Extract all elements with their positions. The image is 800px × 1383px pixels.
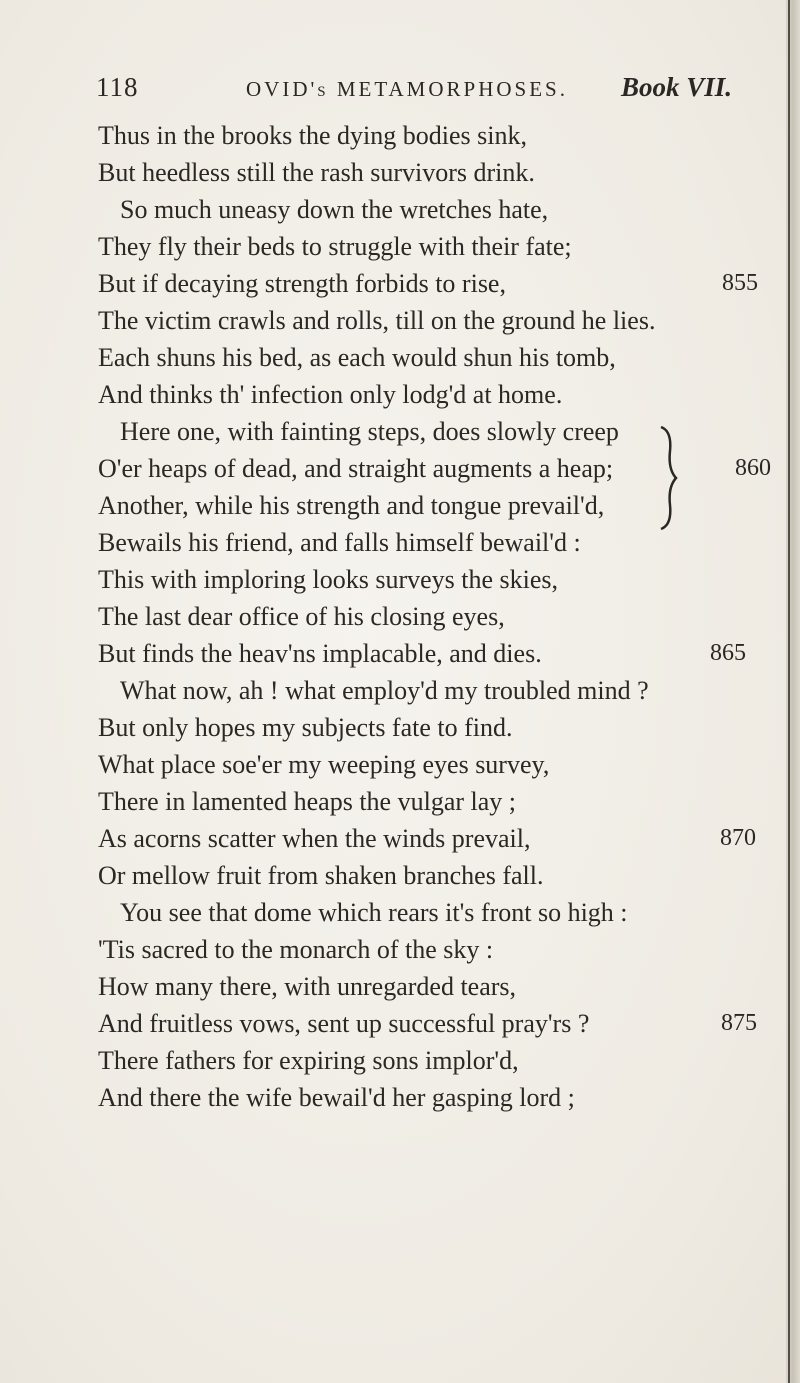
- verse-line-text: This with imploring looks surveys the skies,: [98, 565, 559, 594]
- line-number: 870: [720, 825, 756, 851]
- verse-line-text: How many there, with unregarded tears,: [98, 972, 517, 1001]
- verse-line: [98, 228, 778, 265]
- verse-line-text: They fly their beds to struggle with their fate;: [98, 232, 572, 261]
- verse-line: [98, 1042, 778, 1079]
- verse-line-text: O'er heaps of dead, and straight augments a heap;: [98, 454, 614, 483]
- line-number: 855: [722, 270, 758, 296]
- verse-line: [98, 265, 778, 302]
- verse-line-text: But only hopes my subjects fate to find.: [98, 713, 513, 742]
- verse-line-text: Here one, with fainting steps, does slowly creep: [120, 417, 619, 446]
- verse-line: [98, 857, 778, 894]
- verse-line: [98, 117, 778, 154]
- line-number: 860: [735, 455, 771, 481]
- verse-line-text: And fruitless vows, sent up successful pray'rs ?: [98, 1009, 590, 1038]
- verse-line-text: What place soe'er my weeping eyes survey,: [98, 750, 550, 779]
- page-number: 118: [96, 72, 139, 102]
- verse-line: [98, 376, 778, 413]
- verse-line: [98, 894, 778, 931]
- page-header: [96, 72, 736, 112]
- verse-line: [98, 561, 778, 598]
- page-edge-line: [788, 0, 790, 1383]
- poem-text: [98, 117, 778, 1116]
- verse-line: [98, 783, 778, 820]
- verse-line: [98, 154, 778, 191]
- verse-line-text: But if decaying strength forbids to rise,: [98, 269, 506, 298]
- verse-line-text: The victim crawls and rolls, till on the ground he lies.: [98, 306, 656, 335]
- verse-line-text: Another, while his strength and tongue prevail'd,: [98, 491, 605, 520]
- verse-line: [98, 1079, 778, 1116]
- running-title: OVID's METAMORPHOSES.: [246, 77, 568, 101]
- verse-line-text: But heedless still the rash survivors drink.: [98, 158, 535, 187]
- verse-line-text: Each shuns his bed, as each would shun his tomb,: [98, 343, 616, 372]
- verse-line-text: But finds the heav'ns implacable, and dies.: [98, 639, 542, 668]
- verse-line: [98, 635, 778, 672]
- verse-line: [98, 968, 778, 1005]
- verse-line-text: So much uneasy down the wretches hate,: [120, 195, 549, 224]
- verse-line-text: What now, ah ! what employ'd my troubled mind ?: [120, 676, 649, 705]
- line-number: 865: [710, 640, 746, 666]
- verse-line-text: There in lamented heaps the vulgar lay ;: [98, 787, 517, 816]
- verse-line: [98, 339, 778, 376]
- verse-line: [98, 1005, 778, 1042]
- verse-line-text: There fathers for expiring sons implor'd,: [98, 1046, 519, 1075]
- verse-line-text: The last dear office of his closing eyes,: [98, 602, 505, 631]
- verse-line-text: As acorns scatter when the winds prevail,: [98, 824, 531, 853]
- verse-line: [98, 709, 778, 746]
- book-label: Book VII.: [621, 72, 733, 102]
- verse-line: [98, 302, 778, 339]
- verse-line: [98, 672, 778, 709]
- verse-line: [98, 820, 778, 857]
- line-number: 875: [721, 1010, 757, 1036]
- verse-line-text: Or mellow fruit from shaken branches fall.: [98, 861, 544, 890]
- verse-line: [98, 598, 778, 635]
- verse-line-text: And there the wife bewail'd her gasping lord ;: [98, 1083, 575, 1112]
- triplet-brace: [658, 425, 678, 531]
- verse-line-text: And thinks th' infection only lodg'd at home.: [98, 380, 563, 409]
- verse-line: [98, 746, 778, 783]
- verse-line-text: Bewails his friend, and falls himself bewail'd :: [98, 528, 581, 557]
- verse-line-text: Thus in the brooks the dying bodies sink,: [98, 121, 527, 150]
- verse-line-text: You see that dome which rears it's front so high :: [120, 898, 628, 927]
- verse-line-text: 'Tis sacred to the monarch of the sky :: [98, 935, 494, 964]
- verse-line: [98, 191, 778, 228]
- verse-line: [98, 931, 778, 968]
